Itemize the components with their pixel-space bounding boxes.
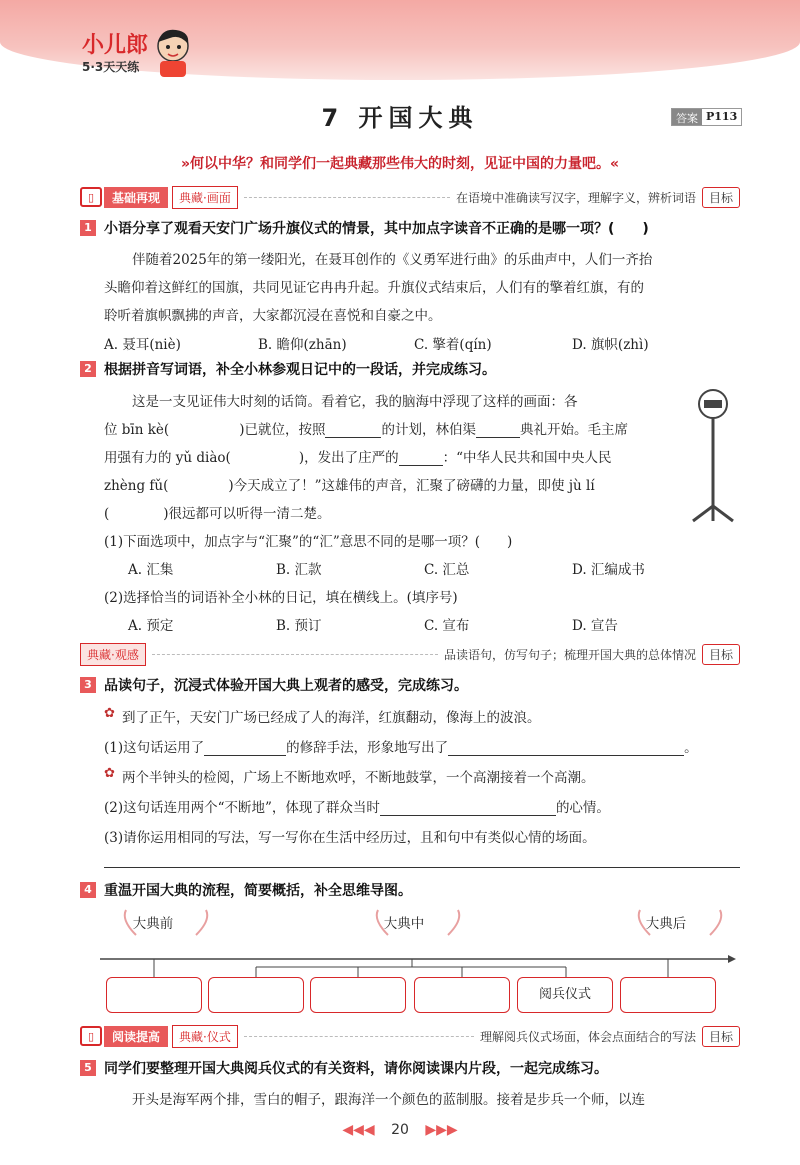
option-a[interactable]: A. 聂耳(niè)	[104, 337, 181, 353]
sub-question: (1)下面选项中，加点字与“汇聚”的“汇”意思不同的是哪一项？( )	[104, 534, 513, 550]
question-text: 品读句子，沉浸式体验开国大典上观者的感受，完成练习。	[104, 678, 468, 694]
question-number: 4	[80, 882, 96, 898]
option-c[interactable]: C. 宣布	[424, 618, 470, 634]
page-title: 7 开国大典	[321, 104, 479, 132]
mindmap-box[interactable]	[106, 977, 202, 1013]
page-number: ◀◀◀ 20 ▶▶▶	[342, 1122, 458, 1138]
answer-line[interactable]	[104, 867, 740, 868]
logo-subtitle: 5·3天天练	[82, 60, 140, 74]
sub-question: (2)选择恰当的词语补全小林的日记，填在横线上。(填序号)	[104, 590, 458, 606]
diary-line: 位 bīn kè( )已就位，按照 的计划，林伯渠 典礼开始。毛主席	[104, 422, 628, 438]
blank-field[interactable]	[476, 424, 520, 438]
option-b[interactable]: B. 汇款	[276, 562, 322, 578]
section-goal: 品读语句，仿写句子；梳理开国大典的总体情况	[443, 647, 696, 662]
passage-line: 头瞻仰着这鲜红的国旗，共同见证它冉冉升起。升旗仪式结束后，人们有的擎着红旗，有的	[104, 280, 644, 296]
option-b[interactable]: B. 瞻仰(zhān)	[258, 337, 347, 353]
mindmap-box-parade[interactable]: 阅兵仪式	[517, 977, 613, 1013]
section-goal: 理解阅兵仪式场面，体会点面结合的写法	[479, 1029, 696, 1044]
answer-label: 答案	[672, 109, 702, 125]
book-icon: ▯	[80, 187, 102, 207]
flower-icon: ✿	[104, 706, 115, 721]
goal-tag: 目标	[702, 187, 740, 208]
logo-title: 小儿郎	[82, 33, 149, 58]
mindmap-label-during: 大典中	[383, 916, 425, 932]
mindmap-box[interactable]	[310, 977, 406, 1013]
sub-question: (2)这句话连用两个“不断地”，体现了群众当时 的心情。	[104, 800, 610, 816]
goal-tag: 目标	[702, 644, 740, 665]
option-d[interactable]: D. 汇编成书	[572, 562, 645, 578]
diary-line: 用强有力的 yǔ diào( )，发出了庄严的 ：“中华人民共和国中央人民	[104, 450, 612, 466]
sub-question: (1)这句话运用了 的修辞手法，形象地写出了 。	[104, 740, 698, 756]
blank-field[interactable]	[399, 452, 443, 466]
question-text: 重温开国大典的流程，简要概括，补全思维导图。	[104, 883, 412, 899]
diary-line: 这是一支见证伟大时刻的话筒。看着它，我的脑海中浮现了这样的画面：各	[132, 394, 578, 410]
flower-icon: ✿	[104, 766, 115, 781]
answer-page: P113	[706, 110, 738, 123]
diary-line: ( )很远都可以听得一清二楚。	[104, 506, 331, 522]
passage-line: 开头是海军两个排，雪白的帽子，跟海洋一个颜色的蓝制服。接着是步兵一个师，以连	[132, 1092, 645, 1108]
mindmap-label-after: 大典后	[645, 916, 687, 932]
option-a[interactable]: A. 预定	[128, 618, 174, 634]
option-d[interactable]: D. 宣告	[572, 618, 618, 634]
sentence: 到了正午，天安门广场已经成了人的海洋，红旗翻动，像海上的波浪。	[122, 710, 541, 726]
blank-field[interactable]	[380, 802, 556, 816]
section-sub-label: 典藏·画面	[172, 186, 238, 209]
question-number: 5	[80, 1060, 96, 1076]
blank-field[interactable]	[448, 742, 684, 756]
option-a[interactable]: A. 汇集	[128, 562, 174, 578]
question-text: 小语分享了观看天安门广场升旗仪式的情景，其中加点字读音不正确的是哪一项？( )	[104, 221, 649, 237]
blank-field[interactable]	[325, 424, 381, 438]
option-d[interactable]: D. 旗帜(zhì)	[572, 337, 649, 353]
next-arrows-icon: ▶▶▶	[425, 1122, 458, 1138]
question-number: 2	[80, 361, 96, 377]
sub-question: (3)请你运用相同的写法，写一写你在生活中经历过，且和句中有类似心情的场面。	[104, 830, 596, 846]
blank-field[interactable]	[204, 742, 286, 756]
mindmap-connectors	[96, 905, 736, 980]
question-number: 3	[80, 677, 96, 693]
slogan: »何以中华？和同学们一起典藏那些伟大的时刻，见证中国的力量吧。«	[180, 156, 620, 172]
mindmap-box[interactable]	[414, 977, 510, 1013]
sentence: 两个半钟头的检阅，广场上不断地欢呼，不断地鼓掌，一个高潮接着一个高潮。	[122, 770, 595, 786]
section-main-label: 基础再现	[104, 187, 168, 208]
section-sub-label: 典藏·观感	[80, 643, 146, 666]
section-reading	[80, 1025, 740, 1047]
diary-line: zhèng fǔ( )今天成立了！”这雄伟的声音，汇聚了磅礴的力量，即使 jù lí	[104, 478, 595, 494]
section-main-label: 阅读提高	[104, 1026, 168, 1047]
mindmap-label-before: 大典前	[132, 916, 174, 932]
prev-arrows-icon: ◀◀◀	[342, 1122, 375, 1138]
section-basic	[80, 186, 740, 208]
answer-badge	[671, 108, 742, 126]
option-c[interactable]: C. 擎着(qín)	[414, 337, 492, 353]
mascot-icon	[150, 26, 196, 78]
option-b[interactable]: B. 预订	[276, 618, 322, 634]
mindmap-box[interactable]	[208, 977, 304, 1013]
passage-line: 聆听着旗帜飘拂的声音，大家都沉浸在喜悦和自豪之中。	[104, 308, 442, 324]
passage-line: 伴随着2025年的第一缕阳光，在聂耳创作的《义勇军进行曲》的乐曲声中，人们一齐抬	[132, 252, 653, 268]
question-text: 根据拼音写词语，补全小林参观日记中的一段话，并完成练习。	[104, 362, 496, 378]
section-appreciation	[80, 643, 740, 665]
book-icon: ▯	[80, 1026, 102, 1046]
question-text: 同学们要整理开国大典阅兵仪式的有关资料，请你阅读课内片段，一起完成练习。	[104, 1061, 608, 1077]
mindmap-box[interactable]	[620, 977, 716, 1013]
question-number: 1	[80, 220, 96, 236]
section-goal: 在语境中准确读写汉字，理解字义，辨析词语	[455, 190, 696, 205]
section-sub-label: 典藏·仪式	[172, 1025, 238, 1048]
goal-tag: 目标	[702, 1026, 740, 1047]
microphone-stand-icon	[688, 386, 738, 526]
option-c[interactable]: C. 汇总	[424, 562, 470, 578]
